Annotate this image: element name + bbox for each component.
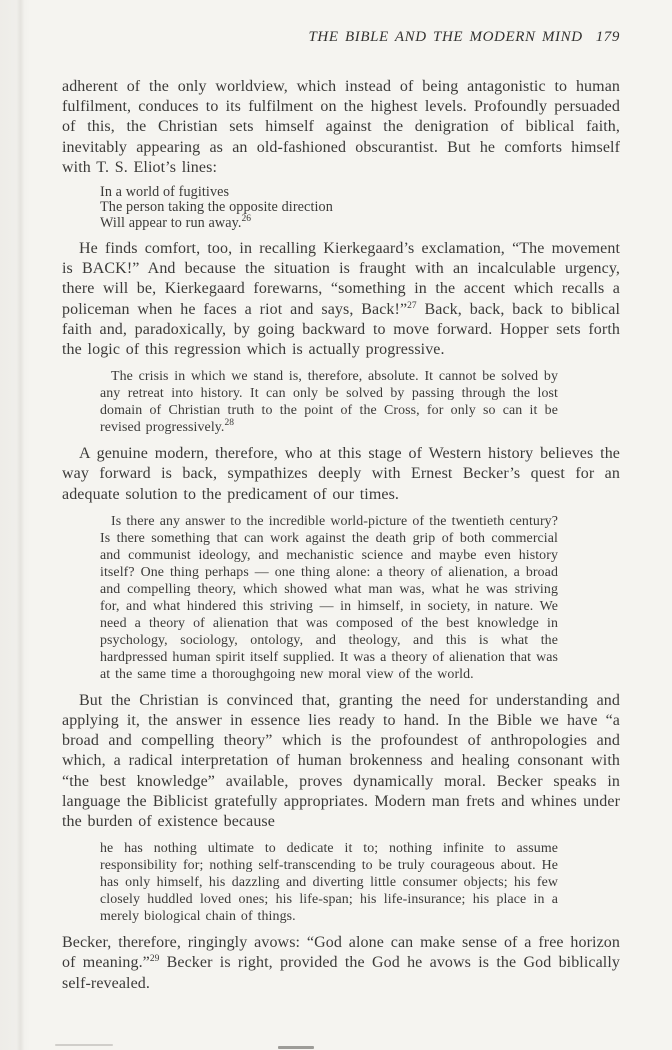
paragraph-text: Becker, therefore, ringingly avows: “God alone can make sense of a free horizon of meaning.” — [62, 934, 620, 972]
block-quote-hopper-crisis — [100, 368, 558, 436]
footnote-ref-28: 28 — [224, 418, 234, 429]
paragraph-kierkegaard-comfort — [62, 239, 620, 360]
running-head — [62, 28, 620, 46]
poem-line: The person taking the opposite direction — [100, 199, 333, 216]
paragraph-text: Becker is right, provided the God he avows is the God biblically self-revealed. — [62, 954, 620, 992]
block-quote-becker-modern-man: he has nothing ultimate to dedicate it to; nothing infinite to assume responsibility for; nothing self-transcending to be truly courageous about. He has only himself, his dazzling and diverting little consumer objects; his few closely huddled loved ones; his life-span; his life-insurance; his place in a merely biological chain of things. — [100, 841, 558, 925]
scan-artifact-smudge-line — [55, 1044, 113, 1046]
running-title: THE BIBLE AND THE MODERN MIND — [308, 29, 583, 45]
paragraph-text: He finds comfort, too, in recalling Kierkegaard’s exclamation, “The movement is BACK!” And because the situation is fraught with an incalculable urgency, there will be, Kierkegaard forewarns, “something in the accent which recalls a policeman when he faces a riot and says, Back!” — [62, 239, 620, 318]
scan-artifact-smudge-dark — [278, 1046, 314, 1049]
paragraph-worldview-continuation: adherent of the only worldview, which instead of being antagonistic to human fulfilment, conduces to its fulfilment on the highest levels. Profoundly persuaded of this, the Christian sets himself against the denigration of biblical faith, inevitably appearing as an old-fashioned obscurantist. But he comforts himself with T. S. Eliot’s lines: — [62, 78, 620, 176]
paragraph-text: Back, back, back to biblical faith and, paradoxically, by going backward to move forward. Hopper sets forth the logic of this regression which is actually progressive. — [62, 300, 620, 358]
footnote-ref-26: 26 — [241, 213, 252, 224]
poem-line-text: Will appear to run away. — [100, 214, 242, 231]
eliot-poem-quote — [100, 185, 620, 231]
paragraph-becker-avows — [62, 933, 620, 994]
scan-artifact-left-shadow — [0, 0, 30, 1050]
quote-text: The crisis in which we stand is, therefore, absolute. It cannot be solved by any retreat into history. It can only be solved by passing through the lost domain of Christian truth to the point of the Cross, for only so can it be revised progressively. — [100, 369, 558, 436]
block-quote-becker-alienation: Is there any answer to the incredible world-picture of the twentieth century? Is there something that can work against the death grip of both commercial and communist ideology, and mechanistic science and maybe even history itself? One thing perhaps — one thing alone: a theory of alienation, a broad and compelling theory, which showed what man was, what he was striving for, and what hindered this striving — in himself, in society, in nature. We need a theory of alienation that was composed of the best knowledge in psychology, sociology, ontology, and theology, and this is what the hardpressed human spirit itself supplied. It was a theory of alienation that was at the same time a thoroughgoing new moral view of the world. — [100, 513, 558, 682]
poem-line — [100, 213, 620, 231]
footnote-ref-29: 29 — [149, 954, 160, 965]
page-number: 179 — [595, 29, 620, 45]
poem-line: In a world of fugitives — [100, 184, 230, 201]
footnote-ref-27: 27 — [407, 300, 417, 311]
paragraph-christian-convinced: But the Christian is convinced that, granting the need for understanding and applying it, the answer in essence lies ready to hand. In the Bible we have “a broad and compelling theory” which is the profoundest of anthropologies and which, a radical interpretation of human brokenness and healing consonant with “the best knowledge” available, proves dynamically moral. Becker speaks in language the Biblicist gratefully appropriates. Modern man frets and whines under the burden of existence because — [62, 691, 620, 830]
paragraph-genuine-modern: A genuine modern, therefore, who at this stage of Western history believes the way forward is back, sympathizes deeply with Ernest Becker’s quest for an adequate solution to the predicament of our times. — [62, 445, 620, 503]
